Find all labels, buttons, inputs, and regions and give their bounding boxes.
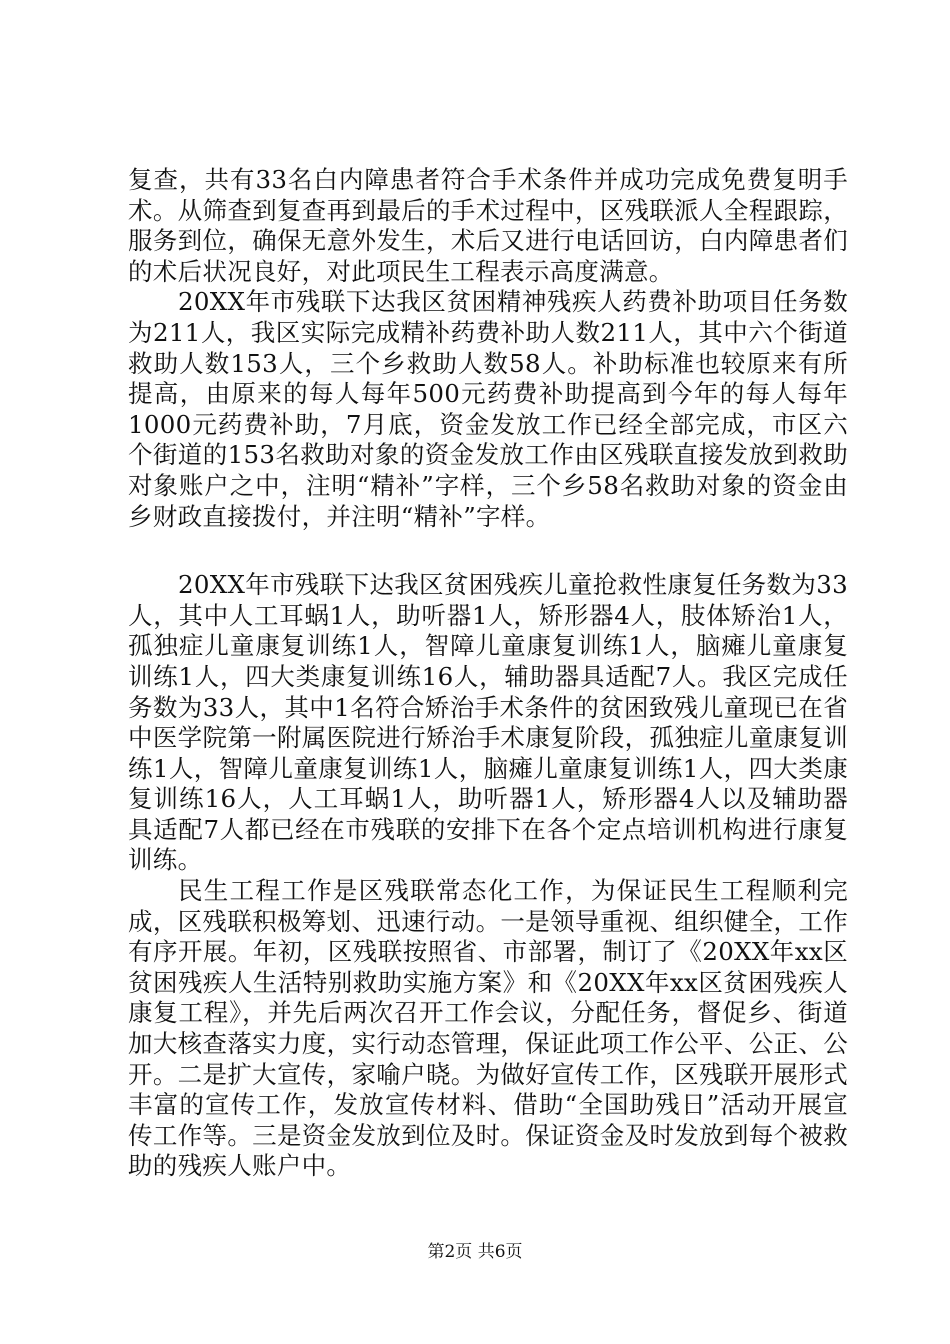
paragraph-mental-disability-subsidy: 20XX年市残联下达我区贫困精神残疾人药费补助项目任务数为211人，我区实际完成精补药费补助人数211人，其中六个街道救助人数153人，三个乡救助人数58人。补助标准也较原来有所提高，由原来的每人每年500元药费补助提高到今年的每人每年1000元药费补助，7月底，资金发放工作已经全部完成，市区六个街道的153名救助对象的资金发放工作由区残联直接发放到救助对象账户之中，注明“精补”字样，三个乡58名救助对象的资金由乡财政直接拨付，并注明“精补”字样。 [128, 287, 848, 531]
paragraph-child-rehabilitation: 20XX年市残联下达我区贫困残疾儿童抢救性康复任务数为33人，其中人工耳蜗1人，助听器1人，矫形器4人，肢体矫治1人，孤独症儿童康复训练1人，智障儿童康复训练1人，脑瘫儿童康复训练1人，四大类康复训练16人，辅助器具适配7人。我区完成任务数为33人，其中1名符合矫治手术条件的贫困致残儿童现已在省中医学院第一附属医院进行矫治手术康复阶段，孤独症儿童康复训练1人，智障儿童康复训练1人，脑瘫儿童康复训练1人，四大类康复训练16人，人工耳蜗1人，助听器1人，矫形器4人以及辅助器具适配7人都已经在市残联的安排下在各个定点培训机构进行康复训练。 [128, 570, 848, 875]
paragraph-cataract-surgery: 复查，共有33名白内障患者符合手术条件并成功完成免费复明手术。从筛查到复查再到最后的手术过程中，区残联派人全程跟踪，服务到位，确保无意外发生，术后又进行电话回访，白内障患者们的术后状况良好，对此项民生工程表示高度满意。 [128, 165, 848, 286]
page-number-footer: 第2页 共6页 [427, 1242, 523, 1262]
document-body [128, 165, 848, 1182]
paragraph-spacer [128, 532, 848, 570]
paragraph-livelihood-project: 民生工程工作是区残联常态化工作，为保证民生工程顺利完成，区残联积极筹划、迅速行动。一是领导重视、组织健全，工作有序开展。年初，区残联按照省、市部署，制订了《20XX年xx区贫困残疾人生活特别救助实施方案》和《20XX年xx区贫困残疾人康复工程》，并先后两次召开工作会议，分配任务，督促乡、街道加大核查落实力度，实行动态管理，保证此项工作公平、公正、公开。二是扩大宣传，家喻户晓。为做好宣传工作，区残联开展形式丰富的宣传工作，发放宣传材料、借助“全国助残日”活动开展宣传工作等。三是资金发放到位及时。保证资金及时发放到每个被救助的残疾人账户中。 [128, 876, 848, 1181]
